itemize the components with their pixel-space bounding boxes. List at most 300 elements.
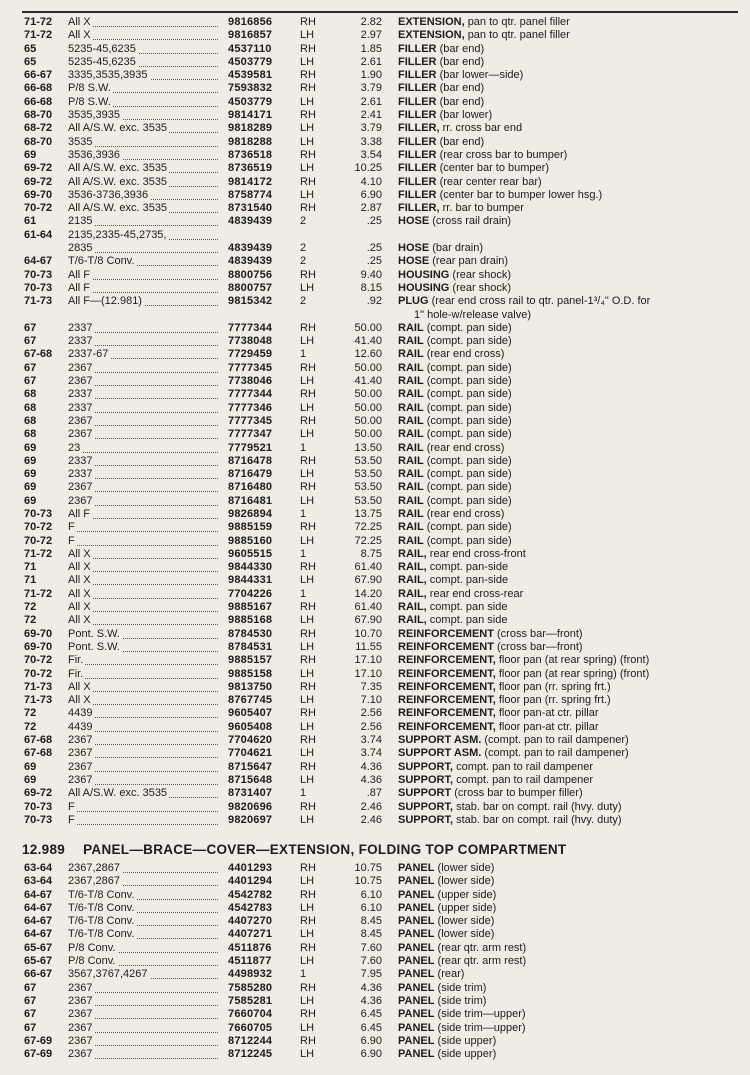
part-name: HOUSING (398, 281, 450, 294)
side-qty: LH (300, 574, 315, 587)
year-range: 69-70 (24, 188, 53, 201)
part-detail: (rear shock) (452, 268, 512, 281)
part-number: 7660705 (228, 1021, 273, 1034)
table-row (0, 862, 750, 875)
side-qty: RH (300, 1034, 316, 1047)
part-number: 8716480 (228, 481, 273, 494)
part-name: PANEL (398, 875, 435, 888)
side-qty: RH (300, 654, 316, 667)
year-range: 69 (24, 468, 37, 481)
side-qty: LH (300, 375, 315, 388)
model-cell (68, 1022, 222, 1035)
leader-dots (68, 668, 218, 679)
part-detail: floor pan (at rear spring) (front) (498, 654, 650, 667)
model-cell (68, 1035, 222, 1048)
part-detail: compt. pan side (429, 614, 508, 627)
year-range: 64-67 (24, 901, 53, 914)
model-cell (68, 322, 222, 335)
model-cell (68, 928, 222, 941)
model-cell (68, 375, 222, 388)
description-cell (398, 707, 716, 720)
part-detail: compt. pan to rail dampener (456, 760, 594, 773)
part-name: RAIL (398, 428, 424, 441)
part-number: 4542782 (228, 888, 273, 901)
part-name: RAIL (398, 414, 424, 427)
description-cell (398, 588, 716, 601)
model-text: All X (68, 547, 91, 560)
model-text: 2367 (68, 1034, 93, 1047)
side-qty: 1 (300, 587, 307, 600)
part-name: PANEL (398, 968, 435, 981)
price: 72.25 (354, 521, 382, 534)
part-detail: (side upper) (437, 1034, 497, 1047)
price: 50.00 (354, 361, 382, 374)
year-range: 68-72 (24, 122, 53, 135)
side-qty: 1 (300, 968, 307, 981)
table-row (0, 82, 750, 95)
part-detail: (bar end) (439, 135, 485, 148)
part-number: 4537110 (228, 42, 272, 55)
description-cell (398, 43, 716, 56)
year-range: 69 (24, 760, 37, 773)
table-row (0, 574, 750, 587)
year-range: 64-67 (24, 928, 53, 941)
description-cell (398, 335, 716, 348)
model-text: 2135,2335-45,2735, (68, 228, 167, 241)
side-qty: RH (300, 862, 316, 874)
side-qty: RH (300, 82, 316, 95)
year-range: 70-72 (24, 654, 53, 667)
model-text: 2367,2867 (68, 875, 120, 888)
year-range: 67 (24, 361, 37, 374)
part-detail: (lower side) (437, 928, 495, 941)
description-cell (398, 721, 716, 734)
price: 8.45 (360, 928, 382, 941)
part-number: 9813750 (228, 680, 273, 693)
part-detail: compt. pan-side (429, 574, 509, 587)
description-cell (398, 176, 716, 189)
table-row (0, 875, 750, 888)
description-cell (398, 442, 716, 455)
model-cell (68, 668, 222, 681)
model-text: 2337 (68, 454, 93, 467)
model-text: All F—(12.981) (68, 295, 142, 308)
part-name: RAIL (398, 388, 424, 401)
price: 53.50 (354, 494, 382, 507)
price: 41.40 (354, 335, 382, 348)
model-cell (68, 734, 222, 747)
year-range: 66-68 (24, 95, 53, 108)
year-range: 65 (24, 55, 37, 68)
side-qty: LH (300, 1021, 315, 1034)
part-number: 7593832 (228, 82, 273, 95)
year-range: 63-64 (24, 875, 53, 888)
price: 11.55 (355, 640, 382, 653)
table-row (0, 495, 750, 508)
side-qty: RH (300, 800, 316, 813)
side-qty: LH (300, 188, 315, 201)
model-text: 4439 (68, 707, 93, 720)
model-cell (68, 415, 222, 428)
part-name: PANEL (398, 981, 435, 994)
model-cell (68, 915, 222, 928)
part-detail: (cross rail drain) (432, 215, 512, 228)
side-qty: LH (300, 955, 315, 968)
model-cell (68, 628, 222, 641)
model-cell (68, 69, 222, 82)
year-range: 70-72 (24, 521, 53, 534)
model-cell (68, 82, 222, 95)
table-row (0, 614, 750, 627)
price: 10.70 (354, 627, 382, 640)
table-row (0, 295, 750, 322)
part-name: REINFORCEMENT (398, 627, 494, 640)
table-row (0, 588, 750, 601)
table-row (0, 668, 750, 681)
side-qty: LH (300, 614, 315, 627)
model-text: 2367 (68, 375, 93, 388)
table-row (0, 982, 750, 995)
year-range: 69-72 (24, 175, 53, 188)
description-cell (398, 955, 716, 968)
model-text: All X (68, 29, 91, 42)
part-name: RAIL, (398, 601, 427, 614)
side-qty: LH (300, 813, 315, 826)
table-row (0, 734, 750, 747)
part-name: RAIL, (398, 587, 427, 600)
part-detail: (rear cross bar to bumper) (439, 148, 568, 161)
table-row (0, 375, 750, 388)
model-cell (68, 56, 222, 69)
part-number: 9605408 (228, 720, 273, 733)
part-detail: (compt. pan side) (426, 534, 512, 547)
part-name: RAIL, (398, 547, 427, 560)
part-detail: (compt. pan to rail dampener) (484, 734, 629, 747)
table-row (0, 928, 750, 941)
description-cell (398, 29, 716, 42)
description-cell (398, 1048, 716, 1061)
table-row (0, 801, 750, 814)
side-qty: RH (300, 361, 316, 374)
price: 61.40 (354, 561, 382, 574)
side-qty: RH (300, 888, 316, 901)
side-qty: LH (300, 994, 315, 1007)
side-qty: LH (300, 162, 315, 175)
part-number: 4542783 (228, 901, 273, 914)
part-detail: (rear qtr. arm rest) (437, 955, 527, 968)
price: 12.60 (354, 348, 382, 361)
side-qty: LH (300, 928, 315, 941)
price: 8.75 (360, 547, 382, 560)
model-text: 3567,3767,4267 (68, 968, 148, 981)
year-range: 69 (24, 441, 37, 454)
description-cell (398, 774, 716, 787)
part-number: 9815342 (228, 295, 273, 308)
description-cell (398, 242, 716, 255)
model-text: 3535,3935 (68, 109, 120, 122)
table-row (0, 561, 750, 574)
part-detail: (rear) (437, 968, 465, 981)
price: .87 (366, 787, 382, 800)
price: 13.75 (354, 507, 382, 520)
year-range: 71 (24, 574, 37, 587)
description-cell (398, 814, 716, 827)
part-detail: floor pan-at ctr. pillar (498, 720, 599, 733)
table-row (0, 69, 750, 82)
model-cell (68, 16, 222, 29)
part-detail: (rear end cross rail to qtr. panel-1³/₄" O.D. for (431, 295, 651, 308)
part-detail: rr. cross bar end (442, 122, 523, 135)
table-row (0, 335, 750, 348)
side-qty: RH (300, 915, 316, 928)
side-qty: LH (300, 901, 315, 914)
year-range: 68 (24, 414, 37, 427)
model-text: 2367 (68, 994, 93, 1007)
part-name: SUPPORT ASM. (398, 734, 482, 747)
year-range: 67 (24, 321, 37, 334)
price: .25 (366, 242, 382, 255)
part-name: REINFORCEMENT, (398, 694, 496, 707)
table-row (0, 1048, 750, 1061)
part-number: 8736519 (228, 162, 273, 175)
price: 4.36 (360, 773, 382, 786)
part-detail: floor pan-at ctr. pillar (498, 707, 599, 720)
model-cell (68, 747, 222, 760)
description-cell (398, 681, 716, 694)
description-cell (398, 875, 716, 888)
part-detail: (compt. pan side) (426, 468, 512, 481)
price: 2.56 (360, 720, 382, 733)
table-row (0, 535, 750, 548)
model-cell (68, 229, 222, 242)
part-number: 8800757 (228, 281, 273, 294)
description-cell (398, 801, 716, 814)
model-text: 23 (68, 441, 81, 454)
price: 50.00 (354, 388, 382, 401)
year-range: 70-73 (24, 281, 53, 294)
description-cell (398, 614, 716, 627)
part-number: 7585281 (228, 994, 273, 1007)
table-row (0, 189, 750, 202)
table-row (0, 889, 750, 902)
side-qty: RH (300, 109, 316, 122)
table-row (0, 721, 750, 734)
price: 2.61 (360, 95, 382, 108)
part-name: FILLER (398, 162, 437, 175)
table-row (0, 96, 750, 109)
price: 72.25 (354, 534, 382, 547)
side-qty: RH (300, 981, 316, 994)
part-number: 9605515 (228, 547, 273, 560)
part-detail: (cross bar—front) (497, 627, 583, 640)
part-name: PANEL (398, 1034, 435, 1047)
description-cell (398, 388, 716, 401)
price: 8.15 (360, 281, 382, 294)
side-qty: 2 (300, 242, 307, 255)
part-name: REINFORCEMENT, (398, 667, 496, 680)
price: 14.20 (354, 587, 382, 600)
part-name: PANEL (398, 1008, 435, 1021)
model-cell (68, 149, 222, 162)
model-cell (68, 875, 222, 888)
description-cell (398, 56, 716, 69)
part-number: 7660704 (228, 1008, 273, 1021)
side-qty: RH (300, 481, 316, 494)
price: 3.74 (360, 734, 382, 747)
side-qty: LH (300, 29, 315, 42)
side-qty: LH (300, 95, 315, 108)
description-cell (398, 375, 716, 388)
model-cell (68, 641, 222, 654)
part-detail-continued: 1" hole-w/release valve) (414, 308, 532, 321)
part-name: FILLER (398, 175, 437, 188)
price: 4.10 (360, 175, 382, 188)
price: 4.36 (360, 760, 382, 773)
description-cell (398, 455, 716, 468)
description-cell (398, 747, 716, 760)
model-cell (68, 428, 222, 441)
year-range: 67 (24, 1021, 37, 1034)
table-row (0, 481, 750, 494)
part-name: RAIL, (398, 614, 427, 627)
table-row (0, 109, 750, 122)
table-row (0, 747, 750, 760)
model-text: All A/S.W. exc. 3535 (68, 202, 168, 215)
part-name: PANEL (398, 901, 435, 914)
description-cell (398, 468, 716, 481)
model-text: 2367 (68, 734, 93, 747)
description-cell (398, 889, 716, 902)
model-text: P/8 S.W. (68, 95, 111, 108)
year-range: 69 (24, 454, 37, 467)
model-text: 2835 (68, 242, 93, 255)
year-range: 61-64 (24, 228, 53, 241)
part-detail: (bar end) (439, 95, 485, 108)
table-row (0, 902, 750, 915)
part-name: RAIL (398, 507, 424, 520)
part-detail: (side trim) (437, 994, 487, 1007)
part-name: RAIL (398, 454, 424, 467)
model-cell (68, 362, 222, 375)
model-cell (68, 521, 222, 534)
price: 4.36 (360, 981, 382, 994)
part-detail: rear end cross-front (429, 547, 526, 560)
price: 3.38 (360, 135, 382, 148)
side-qty: 2 (300, 255, 307, 268)
part-detail: floor pan (rr. spring frt.) (498, 680, 611, 693)
side-qty: RH (300, 202, 316, 215)
part-detail: (rear center rear bar) (439, 175, 542, 188)
part-number: 9816857 (228, 29, 273, 42)
part-detail: (lower side) (437, 915, 495, 928)
model-text: 3536,3936 (68, 148, 120, 161)
part-number: 9885157 (228, 654, 273, 667)
table-row (0, 955, 750, 968)
part-name: RAIL (398, 441, 424, 454)
table-row (0, 761, 750, 774)
price: 50.00 (354, 321, 382, 334)
part-detail: rr. bar to bumper (442, 202, 524, 215)
part-number: 7777345 (228, 414, 273, 427)
part-number: 7738046 (228, 375, 273, 388)
part-detail: (compt. pan side) (426, 481, 512, 494)
side-qty: LH (300, 494, 315, 507)
price: 2.46 (360, 800, 382, 813)
side-qty: LH (300, 135, 315, 148)
part-detail: pan to qtr. panel filler (467, 16, 570, 28)
side-qty: 1 (300, 547, 307, 560)
part-number: 4407270 (228, 915, 273, 928)
year-range: 65 (24, 42, 37, 55)
description-cell (398, 862, 716, 875)
part-detail: (bar lower—side) (439, 69, 524, 82)
price: 53.50 (354, 454, 382, 467)
part-number: 8731540 (228, 202, 273, 215)
model-text: 2367 (68, 361, 93, 374)
part-name: SUPPORT, (398, 800, 454, 813)
part-number: 8712245 (228, 1048, 273, 1061)
year-range: 67 (24, 335, 37, 348)
model-text: All F (68, 268, 90, 281)
part-name: PANEL (398, 928, 435, 941)
model-cell (68, 774, 222, 787)
part-number: 9816856 (228, 16, 273, 28)
model-text: All X (68, 16, 91, 28)
model-cell (68, 1048, 222, 1061)
part-number: 7729459 (228, 348, 273, 361)
year-range: 66-67 (24, 69, 53, 82)
part-number: 4401294 (228, 875, 273, 888)
part-number: 9605407 (228, 707, 273, 720)
model-text: 2337 (68, 388, 93, 401)
model-text: 3535 (68, 135, 93, 148)
part-number: 9814171 (228, 109, 273, 122)
model-text: 2367,2867 (68, 862, 120, 874)
year-range: 63-64 (24, 862, 53, 874)
model-text: 2367 (68, 981, 93, 994)
description-cell (398, 1035, 716, 1048)
part-number: 4539581 (228, 69, 273, 82)
description-cell (398, 362, 716, 375)
table-row (0, 442, 750, 455)
model-text: Pont. S.W. (68, 640, 120, 653)
model-text: F (68, 813, 75, 826)
leader-dots (68, 535, 218, 546)
price: .25 (366, 215, 382, 228)
part-name: FILLER (398, 109, 437, 122)
year-range: 65-67 (24, 955, 53, 968)
description-cell (398, 282, 716, 295)
price: 67.90 (354, 574, 382, 587)
side-qty: LH (300, 468, 315, 481)
model-text: All X (68, 601, 91, 614)
part-detail: (upper side) (437, 901, 497, 914)
model-text: 2367 (68, 760, 93, 773)
model-text: 4439 (68, 720, 93, 733)
part-detail: (cross bar—front) (497, 640, 583, 653)
side-qty: RH (300, 521, 316, 534)
description-cell (398, 521, 716, 534)
part-detail: (bar end) (439, 55, 485, 68)
model-cell (68, 29, 222, 42)
description-cell (398, 269, 716, 282)
side-qty: LH (300, 875, 315, 888)
year-range: 70-72 (24, 534, 53, 547)
part-number: 7585280 (228, 981, 273, 994)
description-cell (398, 255, 716, 268)
table-row (0, 149, 750, 162)
part-number: 9885167 (228, 601, 273, 614)
